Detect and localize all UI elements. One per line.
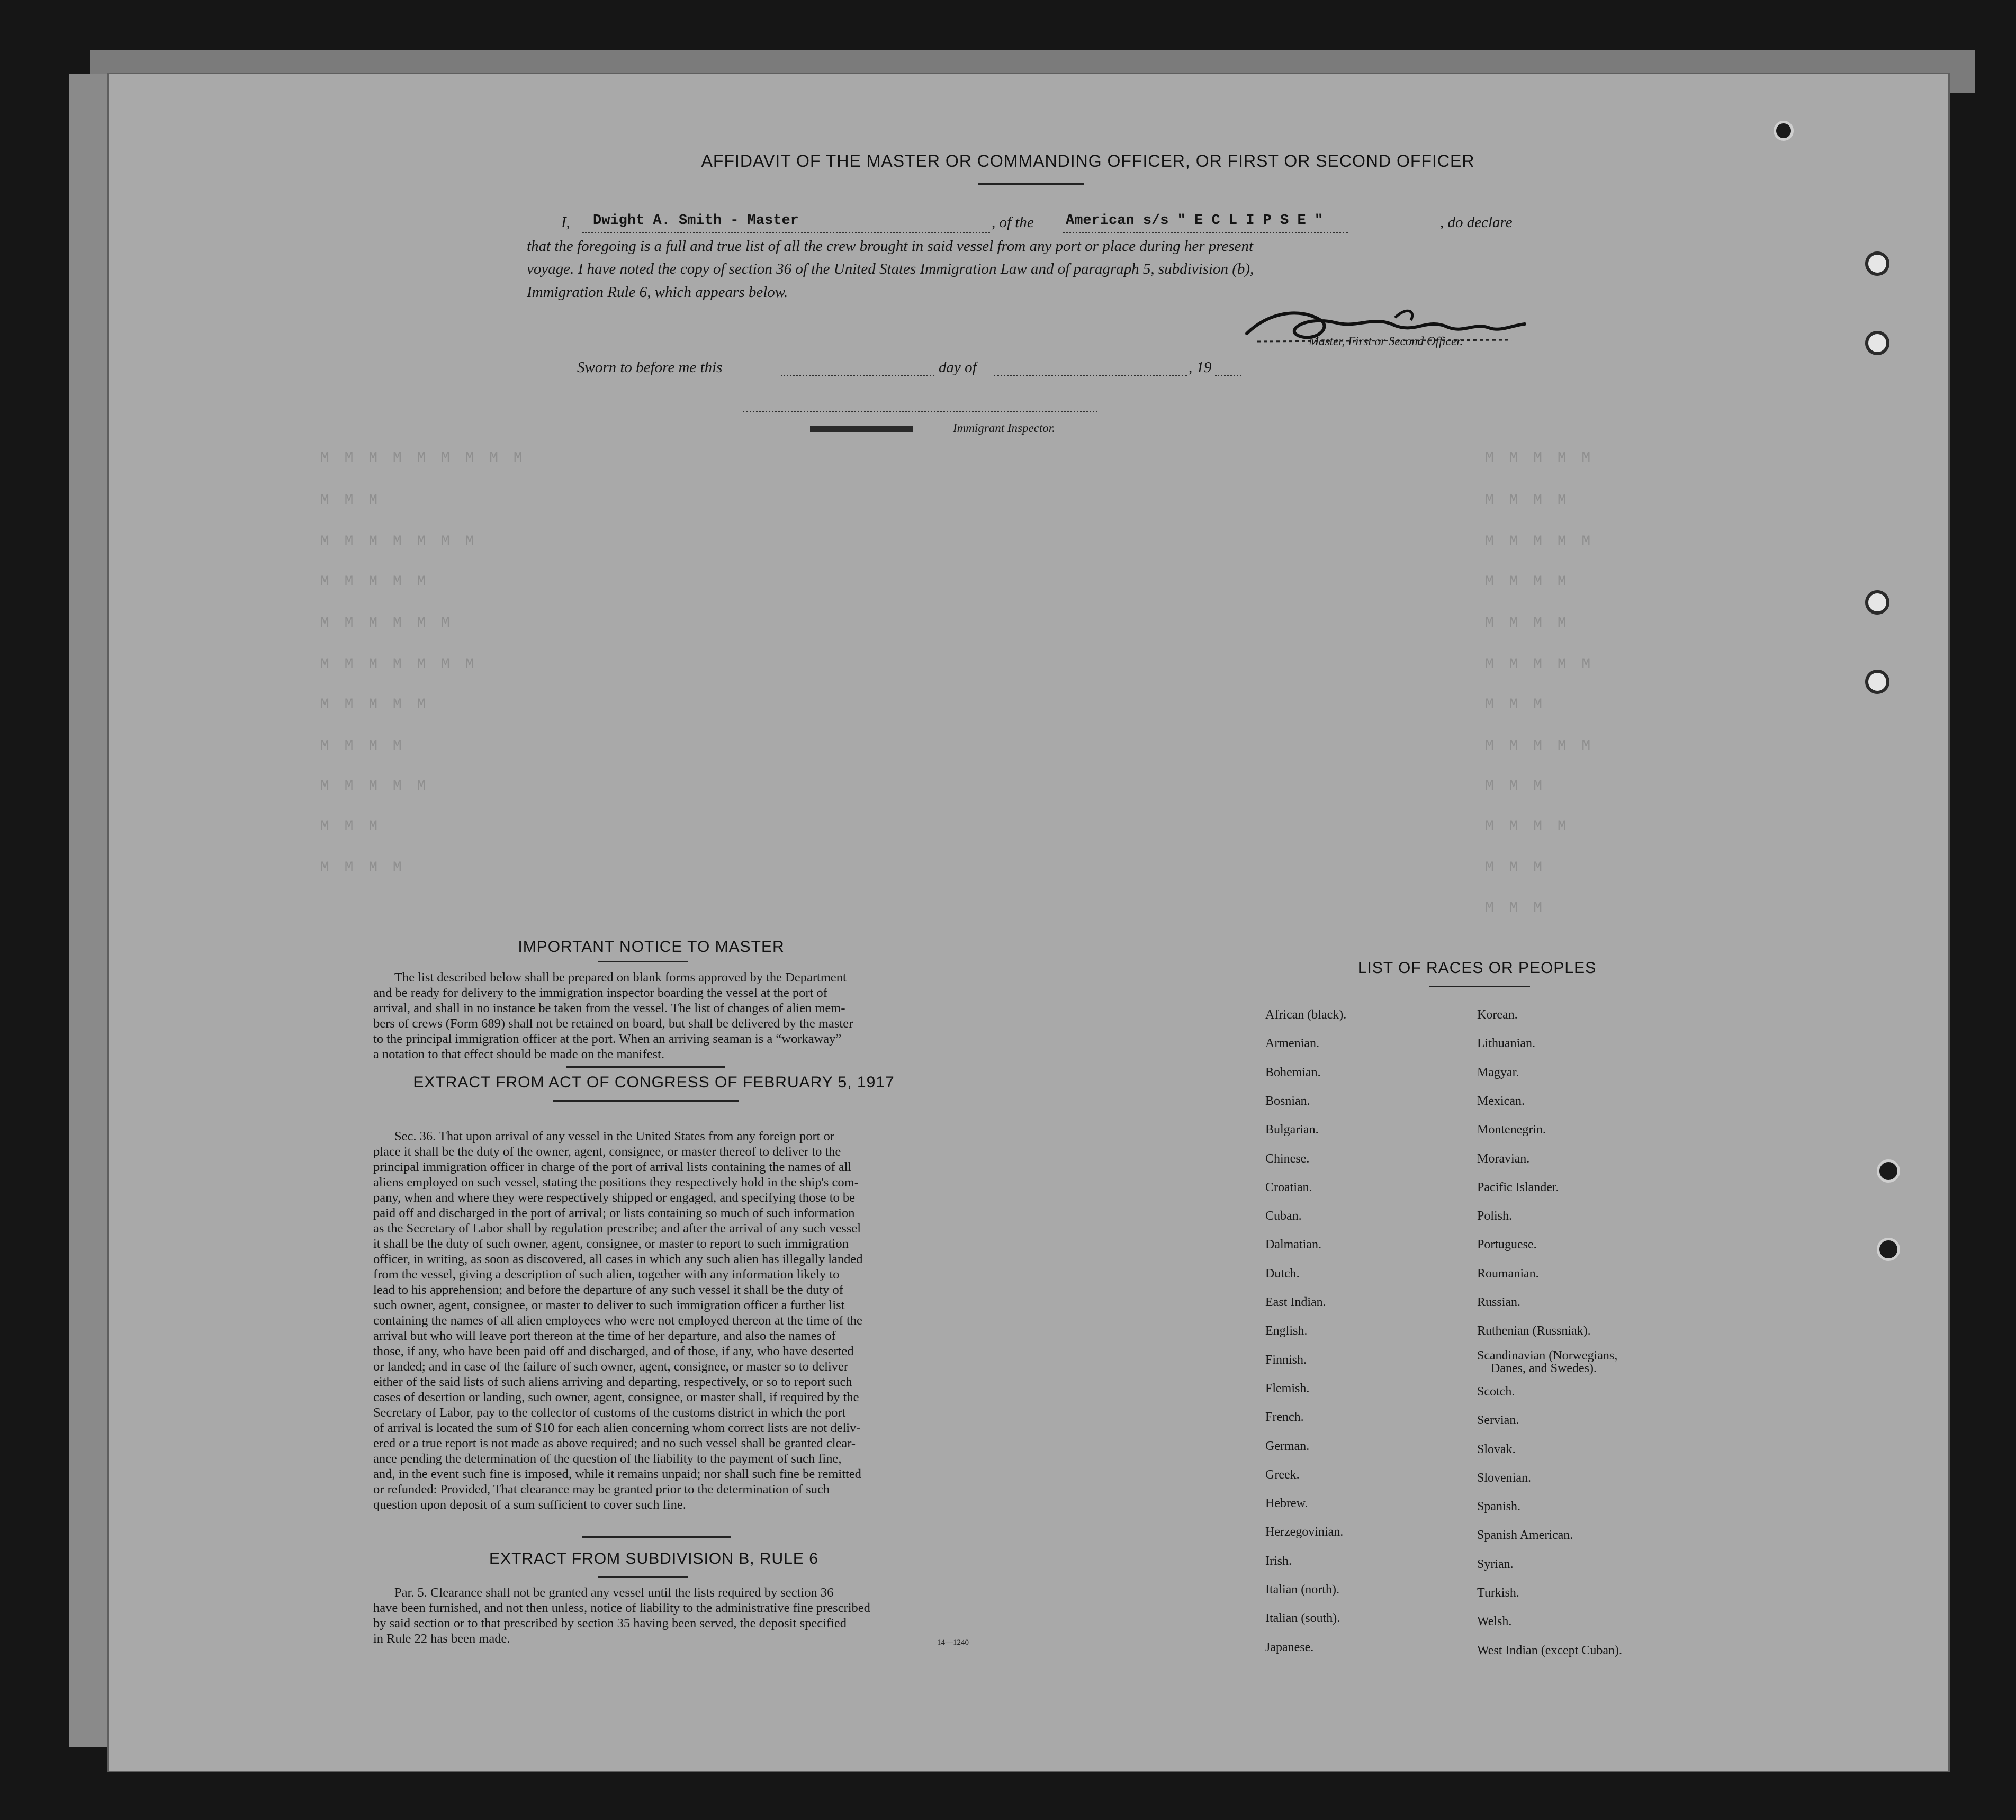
act-line: Sec. 36. That upon arrival of any vessel in the United States from any foreign port or: [394, 1129, 834, 1143]
race-item: Portuguese.: [1477, 1238, 1537, 1252]
act-extract-title: EXTRACT FROM ACT OF CONGRESS OF FEBRUARY 5, 1917: [413, 1074, 895, 1091]
act-line: aliens employed on such vessel, stating the positions they respectively hold in the ship's com-: [373, 1175, 859, 1190]
underlying-page-edge-left: [69, 74, 111, 1747]
affidavit-title: AFFIDAVIT OF THE MASTER OR COMMANDING OFFICER, OR FIRST OR SECOND OFFICER: [701, 151, 1475, 170]
race-item: Ruthenian (Russniak).: [1477, 1324, 1591, 1338]
race-item: German.: [1265, 1439, 1310, 1453]
act-line: and, in the event such fine is imposed, while it remains unpaid; nor shall such fine be remitted: [373, 1467, 861, 1481]
race-item-continuation: Danes, and Swedes).: [1491, 1361, 1597, 1375]
race-item: Montenegrin.: [1477, 1123, 1546, 1137]
rule-line: in Rule 22 has been made.: [373, 1632, 510, 1646]
affidavit-title-rule: [978, 183, 1084, 185]
binder-hole: [1865, 670, 1889, 694]
act-extract-title-rule: [553, 1100, 739, 1102]
act-line: or refunded: Provided, That clearance may be granted prior to the determination of such: [373, 1482, 830, 1497]
officer-name-line: [582, 232, 990, 233]
race-item: African (black).: [1265, 1008, 1347, 1022]
race-item: East Indian.: [1265, 1295, 1326, 1309]
act-line: cases of desertion or landing, such owner, agent, consignee, or master shall, if required by the: [373, 1390, 859, 1404]
race-item: Moravian.: [1477, 1151, 1530, 1166]
act-extract-body: [373, 1129, 934, 1512]
race-item: Mexican.: [1477, 1094, 1525, 1108]
binder-rivet: [1877, 1238, 1900, 1261]
vessel-name-value: American s/s " E C L I P S E ": [1066, 213, 1324, 229]
race-item: Italian (north).: [1265, 1583, 1339, 1597]
act-line: officer, in writing, as soon as discovered, all cases in which any such alien has illegally landed: [373, 1252, 863, 1266]
race-item: Korean.: [1477, 1008, 1518, 1022]
act-line: it shall be the duty of such owner, agent, consignee, or master to report to such immigration: [373, 1237, 849, 1251]
notice-line: a notation to that effect should be made on the manifest.: [373, 1047, 664, 1061]
act-line: such owner, agent, consignee, or master to deliver to such immigration officer a further list: [373, 1298, 845, 1312]
race-item: Italian (south).: [1265, 1611, 1340, 1626]
act-line: containing the names of all alien employees who were not employed thereon at the time of the: [373, 1313, 862, 1328]
race-item: Bohemian.: [1265, 1065, 1321, 1079]
binder-hole: [1865, 590, 1889, 615]
affidavit-pre-i: I,: [561, 214, 570, 231]
manifest-back-page: M M M M M M M M M M M M M M M M M M M M M M M M M M M M M M M M M M M M M M M M M M M M M M M M M M M M M M M M M M M M M M M M M M M M M M M M M M M M M M M M M M M M M M M M M M M M M M M M M M M M M M M M M M AFFIDAVIT OF THE MASTER OR COMMANDING OFFICER, OR FIRST OR SECOND OFFICER I, Dwight A. Smith - Master , of the American s/s " E C L I P S E " , do declare that the foregoing is a full and true list of all the crew brought in said vessel from any port or place during her present voyage. I have noted the copy of section 36 of the United States Immigration Law and of paragraph 5, subdivision (b), Immigration Rule 6, which appears below. Master, First or Second Officer. Sworn to before me this day of , 19 Immigrant Inspector. IMPORTANT NOTICE TO MASTER The list described below shall be prepared on blank forms approved by the Department and be ready for delivery to the immigration inspector boarding the vessel at the port of arrival, and shall in no instance be taken from the vessel. The list of changes of alien mem- bers of crews (Form 689) shall not be retained on board, but shall be delivered by the master to the principal immigration officer at the port. When an arriving seaman is a “workaway” a notation to that effect should be made on the manifest. EXTRACT FROM ACT OF CONGRESS OF FEBRUARY 5, 1917 Sec. 36. That upon arrival of any vessel in the United States from any foreign port or place it shall be the duty of the owner, agent, consignee, or master thereof to deliver to the principal immigration officer in charge of the port of arrival lists containing the names of all aliens employed on such vessel, stating the positions they respectively hold in the ship's com- pany, when and where they were respectively shipped or engaged, and specifying those to be paid off and discharged in the port of arrival; or lists containing so much of such information as the Secretary of Labor shall by regulation prescribe; and after the arrival of any such vessel it shall be the duty of such owner, agent, consignee, or master to report to such immigration officer, in writing, as soon as discovered, all cases in which any such alien has illegally landed from the vessel, giving a description of such alien, together with any information likely to lead to his apprehension; and before the departure of any such vessel it shall be the duty of such owner, agent, consignee, or master to deliver to such immigration officer a further list containing the names of all alien employees who were not employed thereon at the time of the arrival but who will leave port thereon at the time of her departure, and also the names of those, if any, who have been paid off and discharged, and of those, if any, who have deserted or landed; and in case of the failure of such owner, agent, consignee, or master so to deliver either of the said lists of such aliens arriving and departing, respectively, or so to report such cases of desertion or landing, such owner, agent, consignee, or master shall, if required by the Secretary of Labor, pay to the collector of customs of the customs district in which the port of arrival is located the sum of $10 for each alien concerning whom correct lists are not deliv- ered or a true report is not made as above required; and no such vessel shall be granted clear- ance pending the determination of the question of the liability to the payment of such fine, and, in the event such fine is imposed, while it remains unpaid; nor shall such fine be remitted or refunded: Provided, That clearance may be granted prior to the determination of such question upon deposit of a sum sufficient to cover such fine. EXTRACT FROM SUBDIVISION B, RULE 6 Par. 5. Clearance shall not be granted any vessel until the lists required by section 36 have been furnished, and not then unless, notice of liability to the administrative fine prescribed by said section or to that prescribed by section 35 having been served, the deposit specified in Rule 22 has been made. 14—1240 LIST OF RACES OR PEOPLES African (black). Armenian. Bohemian. Bosnian. Bulgarian. Chinese. Croatian. Cuban. Dalmatian. Dutch. East Indian. English. Finnish. Flemish. French. German. Greek. Hebrew. Herzegovinian. Irish. Italian (north). Italian (south). Japanese. Korean. Lithuanian. Magyar. Mexican. Montenegrin. Moravian. Pacific Islander. Polish. Portuguese. Roumanian. Russian. Ruthenian (Russniak). Scandinavian (Norwegians, Danes, and Swedes). Scotch. Servian. Slovak. Slovenian. Spanish. Spanish American. Syrian. Turkish. Welsh. West Indian (except Cuban).: [109, 74, 1948, 1771]
race-item: Dalmatian.: [1265, 1238, 1321, 1252]
rule-line: Par. 5. Clearance shall not be granted any vessel until the lists required by section 36: [394, 1585, 834, 1600]
affidavit-line-3: voyage. I have noted the copy of section 36 of the United States Immigration Law and of paragraph 5, subdivision (b),: [527, 260, 1254, 277]
form-number: 14—1240: [937, 1638, 969, 1647]
race-item: Spanish American.: [1477, 1528, 1573, 1543]
affidavit-line-4: Immigration Rule 6, which appears below.: [527, 284, 788, 301]
race-item: Welsh.: [1477, 1615, 1512, 1629]
act-line: Secretary of Labor, pay to the collector of customs of the customs district in which the port: [373, 1405, 846, 1420]
race-item: Roumanian.: [1477, 1266, 1539, 1281]
race-item: Dutch.: [1265, 1266, 1300, 1281]
act-line: those, if any, who have been paid off and discharged, and of those, if any, who have deserted: [373, 1344, 854, 1358]
race-item: Cuban.: [1265, 1209, 1302, 1223]
race-item: English.: [1265, 1324, 1308, 1338]
notice-line: bers of crews (Form 689) shall not be retained on board, but shall be delivered by the master: [373, 1016, 853, 1031]
races-right-column: [1477, 74, 1752, 1768]
race-item: Finnish.: [1265, 1353, 1307, 1367]
race-item: Bulgarian.: [1265, 1123, 1319, 1137]
act-line: lead to his apprehension; and before the departure of any such vessel it shall be the duty of: [373, 1283, 843, 1297]
act-line: ered or a true report is not made as above required; and no such vessel shall be granted clear-: [373, 1436, 856, 1450]
races-title: LIST OF RACES OR PEOPLES: [1357, 959, 1597, 977]
race-item: Magyar.: [1477, 1065, 1519, 1079]
act-separator-rule: [582, 1536, 731, 1538]
race-item: French.: [1265, 1410, 1304, 1425]
notice-line: and be ready for delivery to the immigration inspector boarding the vessel at the port of: [373, 986, 827, 1000]
sworn-prefix: Sworn to before me this: [577, 359, 723, 376]
act-line: as the Secretary of Labor shall by regulation prescribe; and after the arrival of any such vessel: [373, 1221, 861, 1236]
race-item: Chinese.: [1265, 1151, 1310, 1166]
notice-title-rule: [598, 961, 688, 962]
race-item: Pacific Islander.: [1477, 1180, 1559, 1194]
race-item: Japanese.: [1265, 1640, 1314, 1654]
race-item: Bosnian.: [1265, 1094, 1310, 1108]
race-item: Irish.: [1265, 1554, 1292, 1568]
race-item: Hebrew.: [1265, 1497, 1308, 1511]
rule-extract-body: [373, 1585, 934, 1646]
sworn-month-line: [994, 375, 1187, 376]
race-item: Russian.: [1477, 1295, 1521, 1309]
race-item: Croatian.: [1265, 1180, 1312, 1194]
sworn-year-prefix: , 19: [1189, 359, 1212, 376]
binder-rivet: [1877, 1159, 1900, 1183]
notice-title: IMPORTANT NOTICE TO MASTER: [518, 938, 785, 956]
act-line: ance pending the determination of the question of the liability to the payment of such fine,: [373, 1452, 842, 1466]
act-line: or landed; and in case of the failure of such owner, agent, consignee, or master so to deliver: [373, 1359, 849, 1374]
race-item: Turkish.: [1477, 1586, 1519, 1600]
act-line: of arrival is located the sum of $10 for each alien concerning whom correct lists are not deliv-: [373, 1421, 861, 1435]
sworn-day-of: day of: [939, 359, 977, 376]
race-item: Scandinavian (Norwegians,: [1477, 1348, 1618, 1363]
race-item: Herzegovinian.: [1265, 1525, 1344, 1539]
race-item: Spanish.: [1477, 1500, 1521, 1514]
act-line: from the vessel, giving a description of such alien, together with any information likely to: [373, 1267, 840, 1282]
binder-rivet: [1774, 121, 1794, 141]
notice-line: to the principal immigration officer at the port. When an arriving seaman is a “workaway”: [373, 1032, 842, 1046]
sworn-year-line: [1215, 375, 1241, 376]
officer-name-value: Dwight A. Smith - Master: [593, 213, 799, 229]
race-item: Flemish.: [1265, 1381, 1310, 1395]
affidavit-do-declare: , do declare: [1440, 214, 1513, 231]
race-item: Lithuanian.: [1477, 1037, 1535, 1051]
race-item: Slovak.: [1477, 1442, 1516, 1456]
inspector-signature-line: [743, 411, 1097, 412]
race-item: Scotch.: [1477, 1384, 1515, 1399]
race-item: Syrian.: [1477, 1557, 1514, 1571]
rule-line: have been furnished, and not then unless, notice of liability to the administrative fine prescribed: [373, 1601, 870, 1615]
signature-caption: Master, First or Second Officer.: [1309, 335, 1463, 348]
rule-extract-title: EXTRACT FROM SUBDIVISION B, RULE 6: [489, 1550, 818, 1567]
notice-separator-rule: [566, 1066, 725, 1068]
binder-hole: [1865, 331, 1889, 355]
binder-hole: [1865, 251, 1889, 276]
notice-line: arrival, and shall in no instance be taken from the vessel. The list of changes of alien mem-: [373, 1001, 845, 1015]
inspector-label: Immigrant Inspector.: [953, 421, 1055, 435]
rule-extract-title-rule: [598, 1576, 688, 1578]
race-item: Servian.: [1477, 1413, 1519, 1428]
sworn-day-line: [781, 375, 934, 376]
race-item: Polish.: [1477, 1209, 1513, 1223]
act-line: paid off and discharged in the port of arrival; or lists containing so much of such information: [373, 1206, 855, 1220]
notice-body: [373, 970, 934, 1062]
act-line: place it shall be the duty of the owner, agent, consignee, or master thereof to deliver to the: [373, 1145, 841, 1159]
races-left-column: [1265, 74, 1477, 1768]
affidavit-line-2: that the foregoing is a full and true list of all the crew brought in said vessel from any port or place during her present: [527, 238, 1254, 255]
act-line: question upon deposit of a sum sufficient to cover such fine.: [373, 1498, 686, 1512]
act-line: either of the said lists of such aliens arriving and departing, respectively, or so to report such: [373, 1375, 852, 1389]
race-item: Slovenian.: [1477, 1471, 1531, 1485]
affidavit-of-the: , of the: [992, 214, 1034, 231]
notice-line: The list described below shall be prepared on blank forms approved by the Department: [394, 970, 847, 985]
race-item: West Indian (except Cuban).: [1477, 1643, 1622, 1657]
race-item: Armenian.: [1265, 1037, 1319, 1051]
act-line: arrival but who will leave port thereon at the time of her departure, and also the names of: [373, 1329, 836, 1343]
act-line: pany, when and where they were respectively shipped or engaged, and specifying those to be: [373, 1191, 856, 1205]
inspector-stamp-mark: [810, 426, 913, 432]
rule-line: by said section or to that prescribed by section 35 having been served, the deposit specified: [373, 1616, 847, 1630]
act-line: principal immigration officer in charge of the port of arrival lists containing the names of all: [373, 1160, 852, 1174]
race-item: Greek.: [1265, 1467, 1300, 1482]
